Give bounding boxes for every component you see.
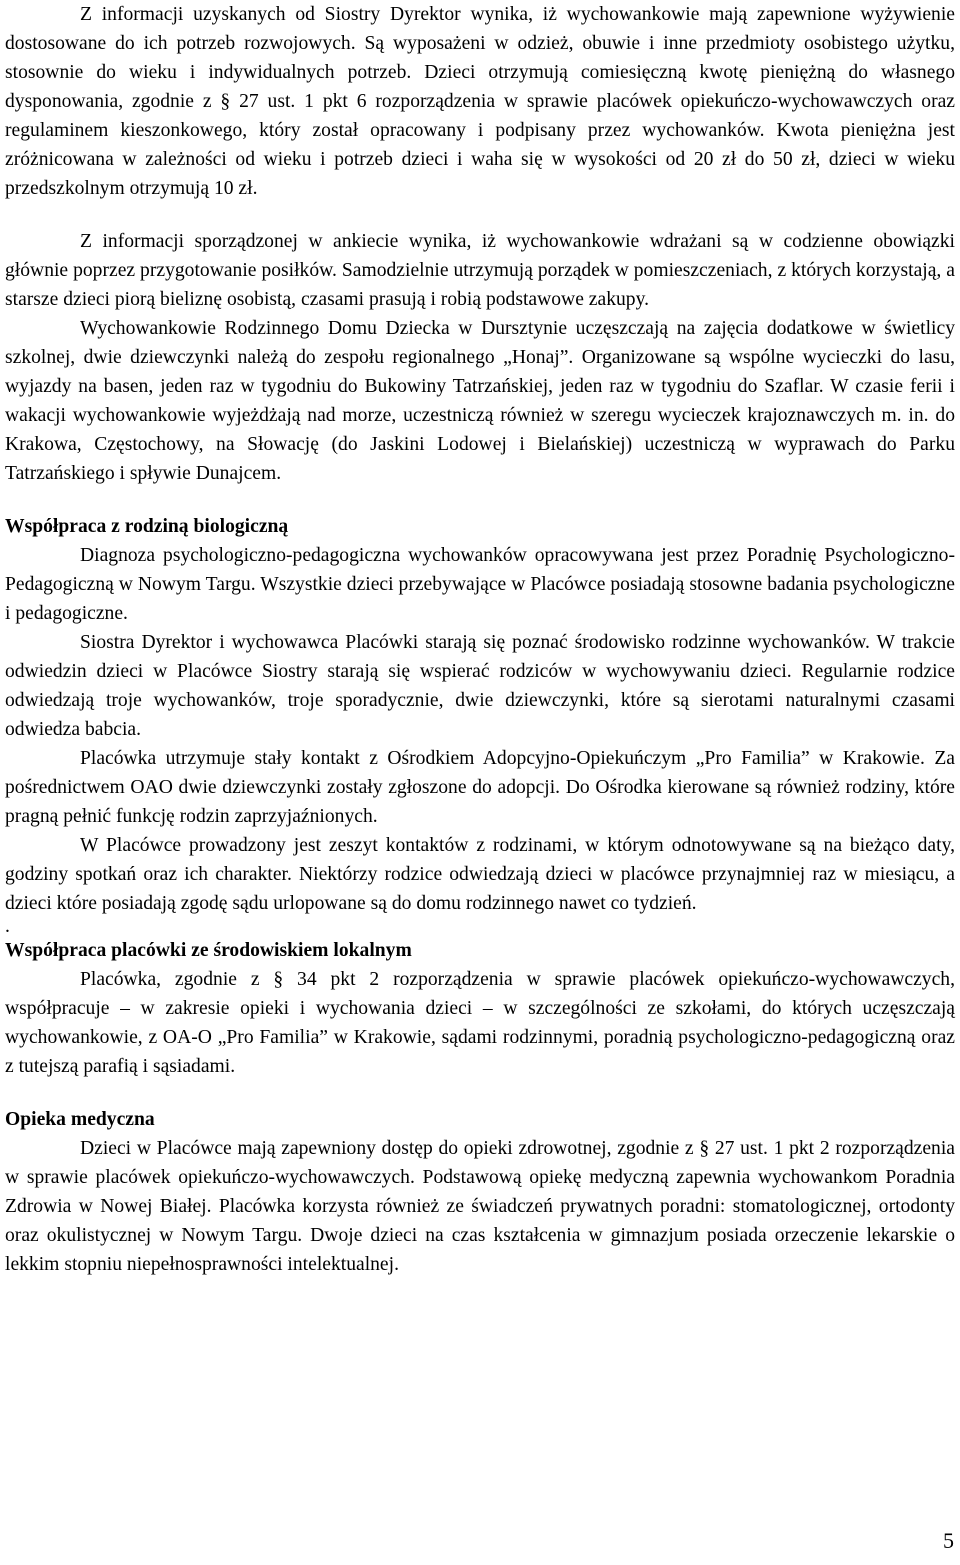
stray-dot: . xyxy=(5,916,10,937)
paragraph-medical-care: Dzieci w Placówce mają zapewniony dostęp do opieki zdrowotnej, zgodnie z § 27 ust. 1 pkt 2 rozporządzenia w sprawie placówek opiekuńczo-wychowawczych. Podstawową opiekę medyczną zapewnia wychowankom Poradnia Zdrowia w Nowej Białej. Placówka korzysta również ze świadczeń prywatnych poradni: stomatologicznej, ortodonty oraz okulistycznej w Nowym Targu. Dwoje dzieci na czas kształcenia w gimnazjum posiada orzeczenie lekarskie o lekkim stopniu niepełnosprawności intelektualnej. xyxy=(5,1138,955,1275)
spacer xyxy=(5,488,955,512)
page-number: 5 xyxy=(943,1528,954,1553)
heading-local-community: Współpraca placówki ze środowiskiem lokalnym xyxy=(5,940,412,961)
paragraph-nutrition-allowance: Z informacji uzyskanych od Siostry Dyrektor wynika, iż wychowankowie mają zapewnione wyżywienie dostosowane do ich potrzeb rozwojowych. Są wyposażeni w odzież, obuwie i inne przedmioty osobistego użytku, stosownie do wieku i indywidualnych potrzeb. Dzieci otrzymują comiesięczną kwotę pieniężną do własnego dysponowania, zgodnie z § 27 ust. 1 pkt 6 rozporządzenia w sprawie placówek opiekuńczo-wychowawczych oraz regulaminem kieszonkowego, który został opracowany i podpisany przez wychowanków. Kwota pieniężna jest zróżnicowana w zależności od wieku i potrzeb dzieci i waha się w wysokości od 20 zł do 50 zł, dzieci w wieku przedszkolnym otrzymują 10 zł. xyxy=(5,4,955,199)
paragraph-diagnosis: Diagnoza psychologiczno-pedagogiczna wychowanków opracowywana jest przez Poradnię Psychologiczno-Pedagogiczną w Nowym Targu. Wszystkie dzieci przebywające w Placówce posiadają stosowne badania psychologiczne i pedagogiczne. xyxy=(5,545,955,624)
heading-medical-care: Opieka medyczna xyxy=(5,1109,155,1130)
document-page xyxy=(5,0,955,1279)
paragraph-adoption-center: Placówka utrzymuje stały kontakt z Ośrodkiem Adopcyjno-Opiekuńczym „Pro Familia” w Krakowie. Za pośrednictwem OAO dwie dziewczynki zostały zgłoszone do adopcji. Do Ośrodka kierowane są również rodziny, które pragną pełnić funkcję rodzin zaprzyjaźnionych. xyxy=(5,748,955,827)
paragraph-family-environment: Siostra Dyrektor i wychowawca Placówki starają się poznać środowisko rodzinne wychowanków. W trakcie odwiedzin dzieci w Placówce Siostry starają się wspierać rodziców w wychowywaniu dzieci. Regularnie rodzice odwiedzają troje wychowanków, troje sporadycznie, dwie dziewczynki, które są sierotami naturalnymi czasami odwiedza babcia. xyxy=(5,632,955,740)
paragraph-local-cooperation: Placówka, zgodnie z § 34 pkt 2 rozporządzenia w sprawie placówek opiekuńczo-wychowawczych, współpracuje – w zakresie opieki i wychowania dzieci – w szczególności ze szkołami, do których uczęszczają wychowankowie, z OA-O „Pro Familia” w Krakowie, sądami rodzinnymi, poradnią psychologiczno-pedagogiczną oraz z tutejszą parafią i sąsiadami. xyxy=(5,969,955,1077)
heading-biological-family: Współpraca z rodziną biologiczną xyxy=(5,516,289,537)
paragraph-activities-trips: Wychowankowie Rodzinnego Domu Dziecka w Dursztynie uczęszczają na zajęcia dodatkowe w świetlicy szkolnej, dwie dziewczynki należą do zespołu regionalnego „Honaj”. Organizowane są wspólne wycieczki do lasu, wyjazdy na basen, jeden raz w tygodniu do Bukowiny Tatrzańskiej, jeden raz w tygodniu do Szaflar. W czasie ferii i wakacji wychowankowie wyjeżdżają nad morze, uczestniczą również w szeregu wycieczek krajoznawczych m. in. do Krakowa, Częstochowy, na Słowację (do Jaskini Lodowej i Bielańskiej) uczestniczą w wyprawach do Parku Tatrzańskiego i spływie Dunajcem. xyxy=(5,318,955,484)
spacer xyxy=(5,1081,955,1105)
paragraph-daily-duties: Z informacji sporządzonej w ankiecie wynika, iż wychowankowie wdrażani są w codzienne obowiązki głównie poprzez przygotowanie posiłków. Samodzielnie utrzymują porządek w pomieszczeniach, z których korzystają, a starsze dzieci piorą bieliznę osobistą, czasami prasują i robią podstawowe zakupy. xyxy=(5,231,955,310)
spacer xyxy=(5,203,955,227)
paragraph-contact-log: W Placówce prowadzony jest zeszyt kontaktów z rodzinami, w którym odnotowywane są na bieżąco daty, godziny spotkań oraz ich charakter. Niektórzy rodzice odwiedzają dzieci w placówce przynajmniej raz w miesiącu, a dzieci które posiadają zgodę sądu urlopowane są do domu rodzinnego nawet co tydzień. xyxy=(5,835,955,914)
